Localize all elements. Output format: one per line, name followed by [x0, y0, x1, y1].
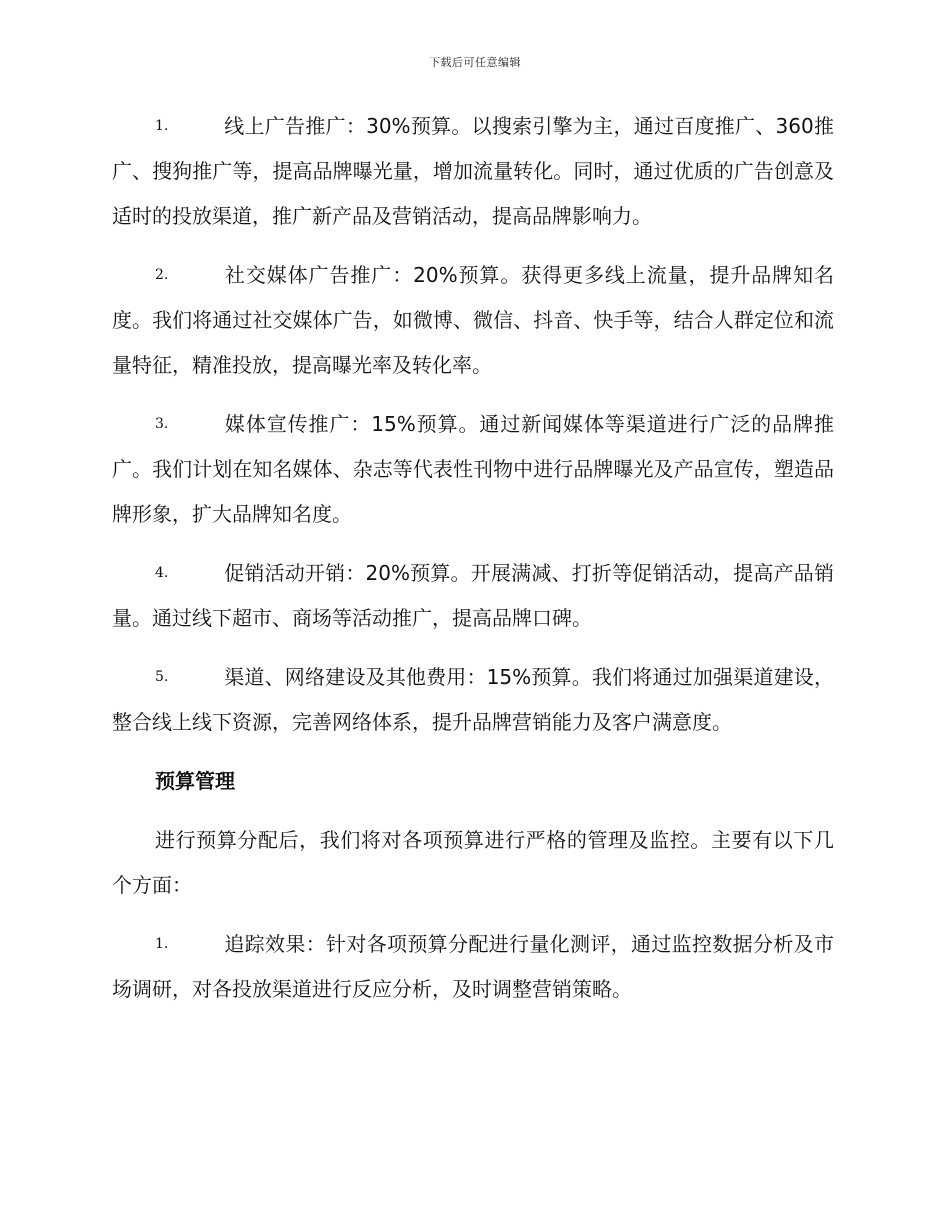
list-number: 2. [155, 267, 169, 283]
document-body [112, 104, 834, 1026]
list-item-text: 渠道、网络建设及其他费用：15%预算。我们将通过加强渠道建设，整合线上线下资源，完善网络体系，提升品牌营销能力及客户满意度。 [112, 665, 834, 734]
page-header: 下载后可任意编辑 [429, 56, 521, 69]
list-item-text: 媒体宣传推广：15%预算。通过新闻媒体等渠道进行广泛的品牌推广。我们计划在知名媒体、杂志等代表性刊物中进行品牌曝光及产品宣传，塑造品牌形象，扩大品牌知名度。 [112, 412, 834, 526]
list-item-text: 追踪效果：针对各项预算分配进行量化测评，通过监控数据分析及市场调研，对各投放渠道进行反应分析，及时调整营销策略。 [112, 932, 834, 1001]
list-number: 4. [155, 565, 169, 581]
list-item-promotion-activities [112, 551, 834, 641]
list-number: 1. [155, 936, 169, 952]
list-number: 5. [155, 669, 169, 685]
list-number: 1. [155, 118, 169, 134]
list-item-channel-network [112, 655, 834, 745]
list-number: 3. [155, 416, 169, 432]
section-heading: 预算管理 [155, 769, 235, 793]
list-item-track-effect [112, 922, 834, 1012]
list-item-online-ads [112, 104, 834, 239]
list-item-social-media-ads [112, 253, 834, 388]
list-item-text: 线上广告推广：30%预算。以搜索引擎为主，通过百度推广、360推广、搜狗推广等，提高品牌曝光量，增加流量转化。同时，通过优质的广告创意及适时的投放渠道，推广新产品及营销活动，提高品牌影响力。 [112, 114, 834, 228]
list-item-text: 促销活动开销：20%预算。开展满减、打折等促销活动，提高产品销量。通过线下超市、商场等活动推广，提高品牌口碑。 [112, 561, 834, 630]
section-intro: 进行预算分配后，我们将对各项预算进行严格的管理及监控。主要有以下几个方面： [112, 828, 834, 897]
list-item-text: 社交媒体广告推广：20%预算。获得更多线上流量，提升品牌知名度。我们将通过社交媒体广告，如微博、微信、抖音、快手等，结合人群定位和流量特征，精准投放，提高曝光率及转化率。 [112, 263, 834, 377]
list-item-media-promotion [112, 402, 834, 537]
